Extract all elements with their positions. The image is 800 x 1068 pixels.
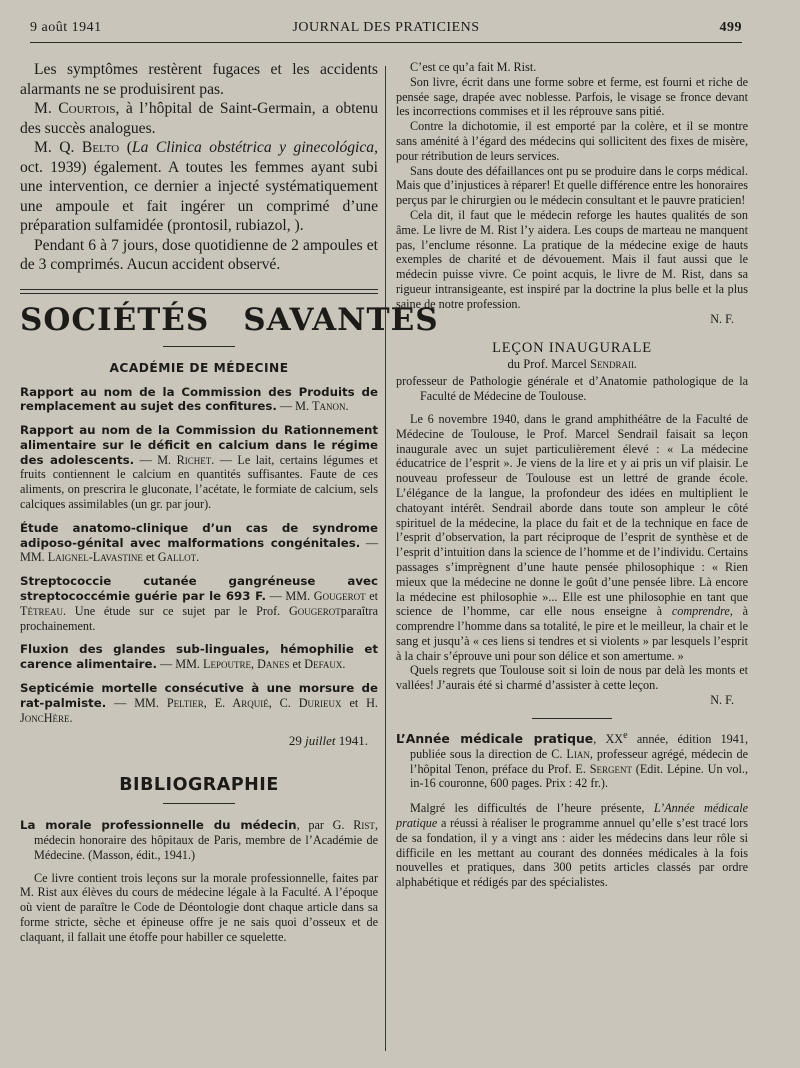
bibliographie-heading: BIBLIOGRAPHIE <box>119 775 279 796</box>
lecon-signature: N. F. <box>710 693 734 708</box>
biblio-reference: La morale professionnelle du médecin, par G. Rist, médecin honoraire des hôpitaux de Paris, membre de l’Académie de Médecine. (Masson, édit., 1941.) <box>20 818 378 862</box>
intro-paragraph: M. Q. Belto (La Clinica obstétrica y ginecológica, oct. 1939) également. A toutes les femmes ayant subi une intervention, ce dernier a injecté systématiquement une ampoule et fait ingérer un comprimé d’une préparation sulfamidée (prontosil, rubiazol, ). <box>20 139 378 234</box>
biblio-section <box>20 818 378 944</box>
intro-paragraph: Pendant 6 à 7 jours, dose quotidienne de 2 ampoules et de 3 comprimés. Aucun accident observé. <box>20 236 378 273</box>
societes-title: SOCIÉTÉS SAVANTES <box>20 301 439 338</box>
annee-section <box>396 729 748 890</box>
societe-entry: Étude anatomo-clinique d’un cas de syndrome adiposo-génital avec malformations congénitales. — MM. Laignel-Lavastine et Gallot. <box>20 520 379 565</box>
rist-review <box>396 60 748 326</box>
lecon-description: professeur de Pathologie générale et d’Anatomie pathologique de la Faculté de Médecine de Toulouse. <box>396 374 748 404</box>
societe-entry: Streptococcie cutanée gangréneuse avec streptococcémie guérie par le 693 F. — MM. Gougerot et Tétreau. Une étude sur ce sujet par le Prof. Gougerotparaîtra prochainement. <box>20 574 379 633</box>
intro-paragraph: Les symptômes restèrent fugaces et les accidents alarmants ne se produisirent pas. <box>20 61 378 98</box>
short-divider <box>163 346 235 347</box>
intro-section <box>20 60 378 275</box>
header-journal-title: JOURNAL DES PRATICIENS <box>292 20 480 35</box>
right-column <box>396 60 748 890</box>
short-divider <box>532 718 612 719</box>
societe-entry: Rapport au nom de la Commission du Rationnement alimentaire sur le déficit en calcium dans le régime des adolescents. — M. Richet. — Le lait, certains légumes et fruits contiennent le calcium en quantités suffisantes. Faute de ces aliments, on prescrira le gluconate, l’acétate, le formiate de calcium, sels calciques assimilables (un gr. par jour). <box>20 423 379 512</box>
page-header <box>30 20 742 43</box>
header-date: 9 août 1941 <box>30 20 102 35</box>
societe-entry: Fluxion des glandes sub-linguales, hémophilie et carence alimentaire. — MM. Lepoutre, Danes et Defaux. <box>20 642 378 672</box>
biblio-paragraph: Ce livre contient trois leçons sur la morale professionnelle, faites par M. Rist aux élèves du cours de médecine légale à la Faculté. A l’époque où vient de paraître le Code de Déontologie dont chaque article dans sa forme stricte, sèche et épineuse offre je ne sais quoi d’osseux et de claquant, il fallait une étoffe pour habiller ce squelette. <box>20 870 378 944</box>
review-paragraph: C’est ce qu’a fait M. Rist. <box>410 60 537 74</box>
header-page-number: 499 <box>719 20 742 35</box>
review-paragraph: Son livre, écrit dans une forme sobre et ferme, est fourni et riche de pensée sage, drapée avec noblesse. Parfois, le visage se fronce devant les incorrections commises et il les réprouve sans pitié. <box>396 74 748 119</box>
short-divider <box>163 803 235 804</box>
intro-paragraph: M. Courtois, à l’hôpital de Saint-Germain, a obtenu des succès analogues. <box>20 100 378 137</box>
review-signature: N. F. <box>710 311 734 326</box>
annee-reference: L’Année médicale pratique, XXe année, édition 1941, publiée sous la direction de C. Lian, professeur agrégé, médecin de l’hôpital Tenon, préface du Prof. E. Sergent (Edit. Lépine. Un vol., in-16 couronne, 600 pages. Prix : 42 fr.). <box>396 729 749 791</box>
societes-entries <box>20 385 378 750</box>
lecon-paragraph: Le 6 novembre 1940, dans le grand amphithéâtre de la Faculté de Médecine de Toulouse, le Prof. Marcel Sendrail faisait sa leçon inaugurale avec un sujet particulièrement élevé : « La médecine éducatrice de l’esprit ». Je viens de la lire et y ai pris un vif plaisir. Le nouveau professeur de Toulouse est un lettré de grande école. L’élégance de la langue, la profondeur des idées en multiplient le chatoyant intérêt. Sendrail aborde dans toute son ampleur le côté spirituel de la médecine, la place du fait et de la technique en face de l’esprit d’observation, la part réciproque de l’esprit de synthèse et de l’esprit d’intuition dans la science de l’homme et de l’individu. Certains passages s’imprègnent d’une haute pensée philosophique : « Rien mieux que la médecine ne donne le goût d’une pensée libre. Là encore la médecine est philosophie »... Elle est une philosophie en tant que science de l’homme, car elle nous enseigne à comprendre, à comprendre l’homme dans sa totalité, le pire et le meilleur, la chair et le sang et jusqu’à « ces liens si tendres et si violents » par lesquels l’esprit à la chair s’éprouve uni pour son délice et son amertume. » <box>396 411 748 663</box>
societe-entry: Septicémie mortelle consécutive à une morsure de rat-palmiste. — MM. Peltier, E. Arquié, C. Durieux et H. JoncHère. <box>20 681 378 725</box>
societe-entry: Rapport au nom de la Commission des Produits de remplacement au sujet des confitures. — M. Tanon. <box>20 384 378 414</box>
lecon-section <box>396 374 748 708</box>
section-divider <box>20 289 378 294</box>
lecon-heading: LEÇON INAUGURALE <box>492 340 652 357</box>
column-divider <box>385 66 386 1051</box>
lecon-subtitle: du Prof. Marcel Sendrail <box>507 357 637 372</box>
lecon-paragraph: Quels regrets que Toulouse soit si loin de nous par delà les monts et vallées! J’aurais été si charmé d’assister à cette leçon. <box>396 663 748 693</box>
annee-paragraph: Malgré les difficultés de l’heure présente, L’Année médicale pratique a réussi à réaliser le programme annuel qu’elle s’est tracé lors de sa fondation, il y a vingt ans : aider les médecins dans leur rôle si difficile en les mettant au courant des données médicales à la fois nouvelles et pratiques, dans 300 petits articles classés par ordre alphabétique et rédigés par des spécialistes. <box>396 801 749 890</box>
review-paragraph: Sans doute des défaillances ont pu se produire dans le corps médical. Mais que d’injustices à réparer! Et quelle différence entre les honoraires perçus par le chirurgien ou le médecin consultant et le pauvre praticien! <box>396 163 748 208</box>
academie-heading: ACADÉMIE DE MÉDECINE <box>109 360 289 375</box>
review-paragraph: Cela dit, il faut que le médecin reforge les hautes qualités de son âme. Le livre de M. Rist l’y aidera. Les coups de marteau ne manquent pas, l’enclume résonne. La pratique de la médecine exige de hauts exemples de charité et de dévouement. Mais il faut aussi que le médecin puisse vivre. Ce point acquis, le livre de M. Rist, dans sa rigueur intransigeante, est inspiré par la doctrine la plus belle et la plus saine de notre profession. <box>396 207 748 311</box>
left-column <box>20 60 439 945</box>
review-paragraph: Contre la dichotomie, il est emporté par la colère, et il se montre sans aménité à l’égard des médecins qui sollicitent des fixes de misère, pour rétribution de leurs services. <box>396 119 748 163</box>
societes-date: 29 juillet 1941. <box>288 733 368 749</box>
